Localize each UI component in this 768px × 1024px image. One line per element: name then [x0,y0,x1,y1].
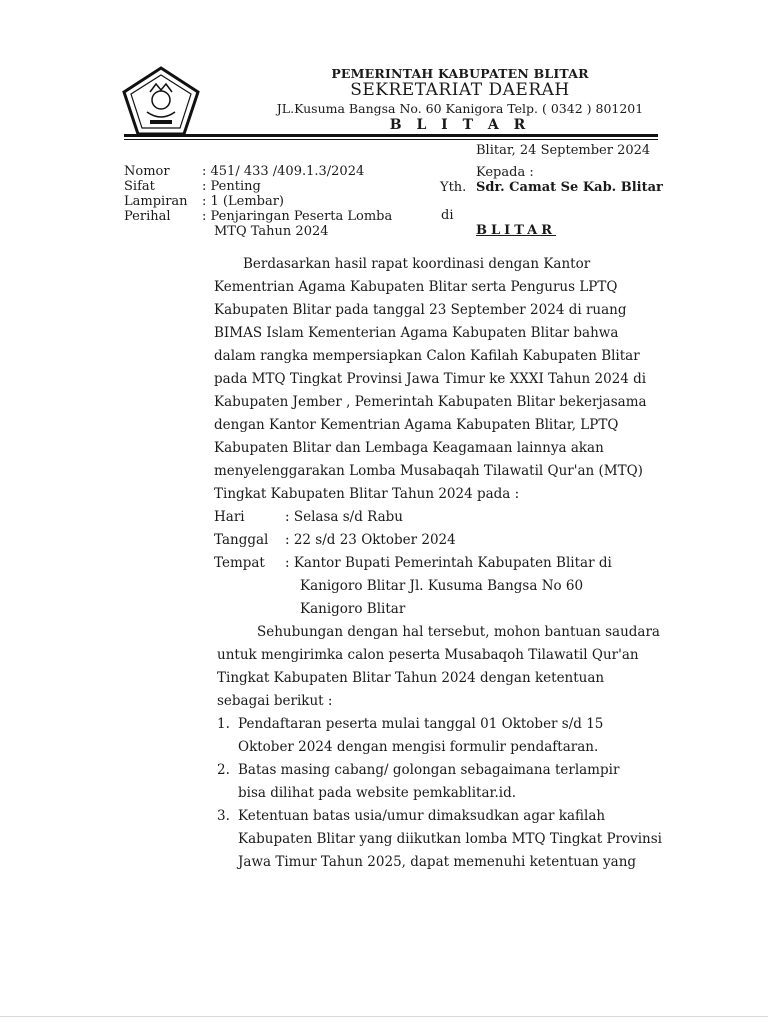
paragraph-text: Berdasarkan hasil rapat koordinasi dengan Kantor [243,256,591,272]
letterhead-office: SEKRETARIAT DAERAH [350,80,570,100]
meta-value-perihal: : Penjaringan Peserta Lomba [202,209,393,224]
schedule-tempat-value-cont: Kanigoro Blitar [300,601,406,617]
paragraph-line: dengan Kantor Kementrian Agama Kabupaten Blitar, LPTQ [214,417,619,433]
paragraph-line: BIMAS Islam Kementerian Agama Kabupaten Blitar bahwa [214,325,619,341]
recipient-name: Sdr. Camat Se Kab. Blitar [476,180,663,195]
letterhead-government: PEMERINTAH KABUPATEN BLITAR [331,66,589,81]
page-bottom-edge [0,1016,768,1017]
letterhead-rule [124,134,658,137]
schedule-tempat-value: : Kantor Bupati Pemerintah Kabupaten Blitar di [285,555,612,571]
recipient-city: BLITAR [476,223,557,238]
schedule-hari-label: Hari [214,509,245,525]
list-item-number: 1. [217,716,230,732]
meta-value-nomor: : 451/ 433 /409.1.3/2024 [202,164,365,179]
meta-value-lampiran: : 1 (Lembar) [202,194,284,209]
meta-label-perihal: Perihal [124,209,171,224]
paragraph-line: Tingkat Kabupaten Blitar Tahun 2024 pada : [214,486,520,502]
letterhead-city: B L I T A R [389,117,531,133]
list-item-text: Oktober 2024 dengan mengisi formulir pendaftaran. [238,739,599,755]
paragraph-line: sebagai berikut : [217,693,333,709]
meta-label-lampiran: Lampiran [124,194,188,209]
letterhead-rule-thin [124,139,658,140]
list-item-text: Batas masing cabang/ golongan sebagaimana terlampir [238,762,620,778]
list-item-text: Jawa Timur Tahun 2025, dapat memenuhi ketentuan yang [238,854,637,870]
schedule-tanggal-label: Tanggal [214,532,269,548]
paragraph-line: dalam rangka mempersiapkan Calon Kafilah Kabupaten Blitar [214,348,640,364]
schedule-hari-value: : Selasa s/d Rabu [285,509,403,525]
meta-label-nomor: Nomor [124,164,170,179]
paragraph-line: Sehubungan dengan hal tersebut, mohon bantuan saudara [257,624,660,640]
paragraph-line: Kabupaten Blitar dan Lembaga Keagamaan lainnya akan [214,440,604,456]
list-item-text: Kabupaten Blitar yang diikutkan lomba MTQ Tingkat Provinsi [238,831,662,847]
meta-value-sifat: : Penting [202,179,261,194]
schedule-tempat-value-cont: Kanigoro Blitar Jl. Kusuma Bangsa No 60 [300,578,584,594]
paragraph-line: menyelenggarakan Lomba Musabaqah Tilawatil Qur'an (MTQ) [214,463,643,479]
paragraph-line: Kabupaten Jember , Pemerintah Kabupaten Blitar bekerjasama [214,394,647,410]
paragraph-line: Kabupaten Blitar pada tanggal 23 September 2024 di ruang [214,302,627,318]
list-item-text: Pendaftaran peserta mulai tanggal 01 Oktober s/d 15 [238,716,604,732]
list-item-number: 3. [217,808,230,824]
blitar-regency-emblem [122,66,200,136]
recipient-kepada: Kepada : [476,165,534,180]
paragraph-line: pada MTQ Tingkat Provinsi Jawa Timur ke XXXI Tahun 2024 di [214,371,647,387]
meta-value-perihal-cont: MTQ Tahun 2024 [214,224,329,239]
paragraph-line: Tingkat Kabupaten Blitar Tahun 2024 dengan ketentuan [217,670,605,686]
schedule-tanggal-value: : 22 s/d 23 Oktober 2024 [285,532,456,548]
letter-date: Blitar, 24 September 2024 [476,143,651,158]
paragraph-line: Kementrian Agama Kabupaten Blitar serta Pengurus LPTQ [214,279,618,295]
recipient-di: di [441,208,454,223]
recipient-yth: Yth. [440,180,467,195]
list-item-text: Ketentuan batas usia/umur dimaksudkan agar kafilah [238,808,606,824]
letterhead-address: JL.Kusuma Bangsa No. 60 Kanigora Telp. ( 0342 ) 801201 [276,101,644,116]
schedule-tempat-label: Tempat [214,555,265,571]
paragraph-line: untuk mengirimka calon peserta Musabaqoh Tilawatil Qur'an [217,647,639,663]
paragraph-line [243,256,659,272]
meta-label-sifat: Sifat [124,179,155,194]
list-item-text: bisa dilihat pada website pemkablitar.id. [238,785,517,801]
list-item-number: 2. [217,762,230,778]
